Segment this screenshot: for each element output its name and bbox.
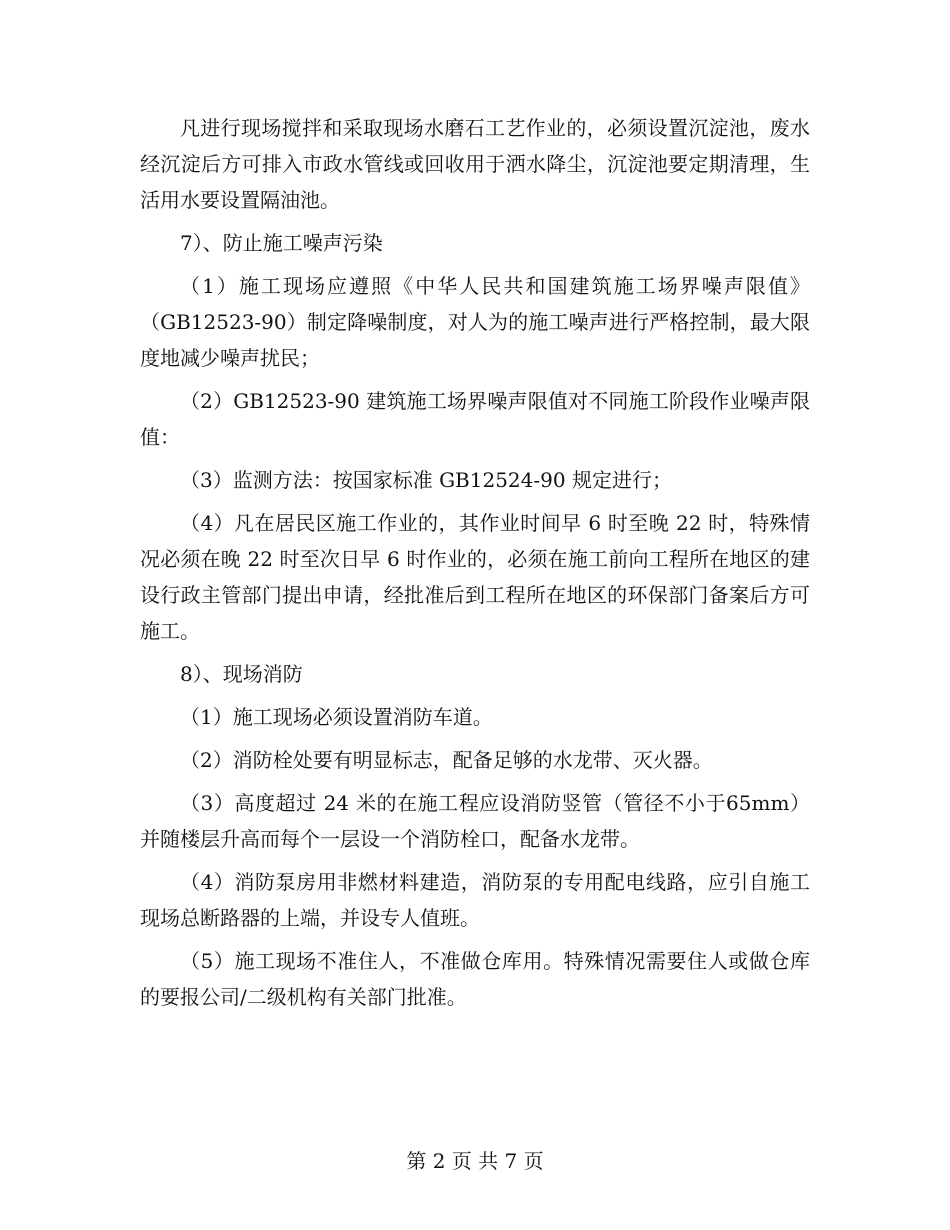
document-body <box>140 110 810 1022</box>
section-heading-fire: 8）、现场消防 <box>180 662 303 686</box>
paragraph-fire-4: （4）消防泵房用非燃材料建造，消防泵的专用配电线路，应引自施工现场总断路器的上端，并设专人值班。 <box>140 870 810 930</box>
page-number: 第 2 页 共 7 页 <box>406 1149 544 1173</box>
paragraph-noise-2: （2）GB12523-90 建筑施工场界噪声限值对不同施工阶段作业噪声限值： <box>140 389 810 449</box>
paragraph-fire-3: （3）高度超过 24 米的在施工程应设消防竖管（管径不小于65mm）并随楼层升高而每个一层设一个消防栓口，配备水龙带。 <box>140 791 810 851</box>
paragraph-noise-4: （4）凡在居民区施工作业的，其作业时间早 6 时至晚 22 时，特殊情况必须在晚 22 时至次日早 6 时作业的，必须在施工前向工程所在地区的建设行政主管部门提出申请，经批准后到工程所在地区的环保部门备案后方可施工。 <box>140 511 810 643</box>
paragraph-noise-3: （3）监测方法：按国家标准 GB12524-90 规定进行； <box>180 468 672 492</box>
page-footer <box>0 1148 950 1174</box>
section-heading-noise: 7）、防止施工噪声污染 <box>180 231 383 255</box>
paragraph-sedimentation: 凡进行现场搅拌和采取现场水磨石工艺作业的，必须设置沉淀池，废水经沉淀后方可排入市政水管线或回收用于洒水降尘，沉淀池要定期清理，生活用水要设置隔油池。 <box>140 116 810 212</box>
paragraph-noise-1: （1）施工现场应遵照《中华人民共和国建筑施工场界噪声限值》（GB12523-90）制定降噪制度，对人为的施工噪声进行严格控制，最大限度地减少噪声扰民； <box>140 274 810 370</box>
paragraph-fire-5: （5）施工现场不准住人，不准做仓库用。特殊情况需要住人或做仓库的要报公司/二级机构有关部门批准。 <box>140 949 810 1009</box>
paragraph-fire-1: （1）施工现场必须设置消防车道。 <box>180 705 493 729</box>
paragraph-fire-2: （2）消防栓处要有明显标志，配备足够的水龙带、灭火器。 <box>180 748 713 772</box>
